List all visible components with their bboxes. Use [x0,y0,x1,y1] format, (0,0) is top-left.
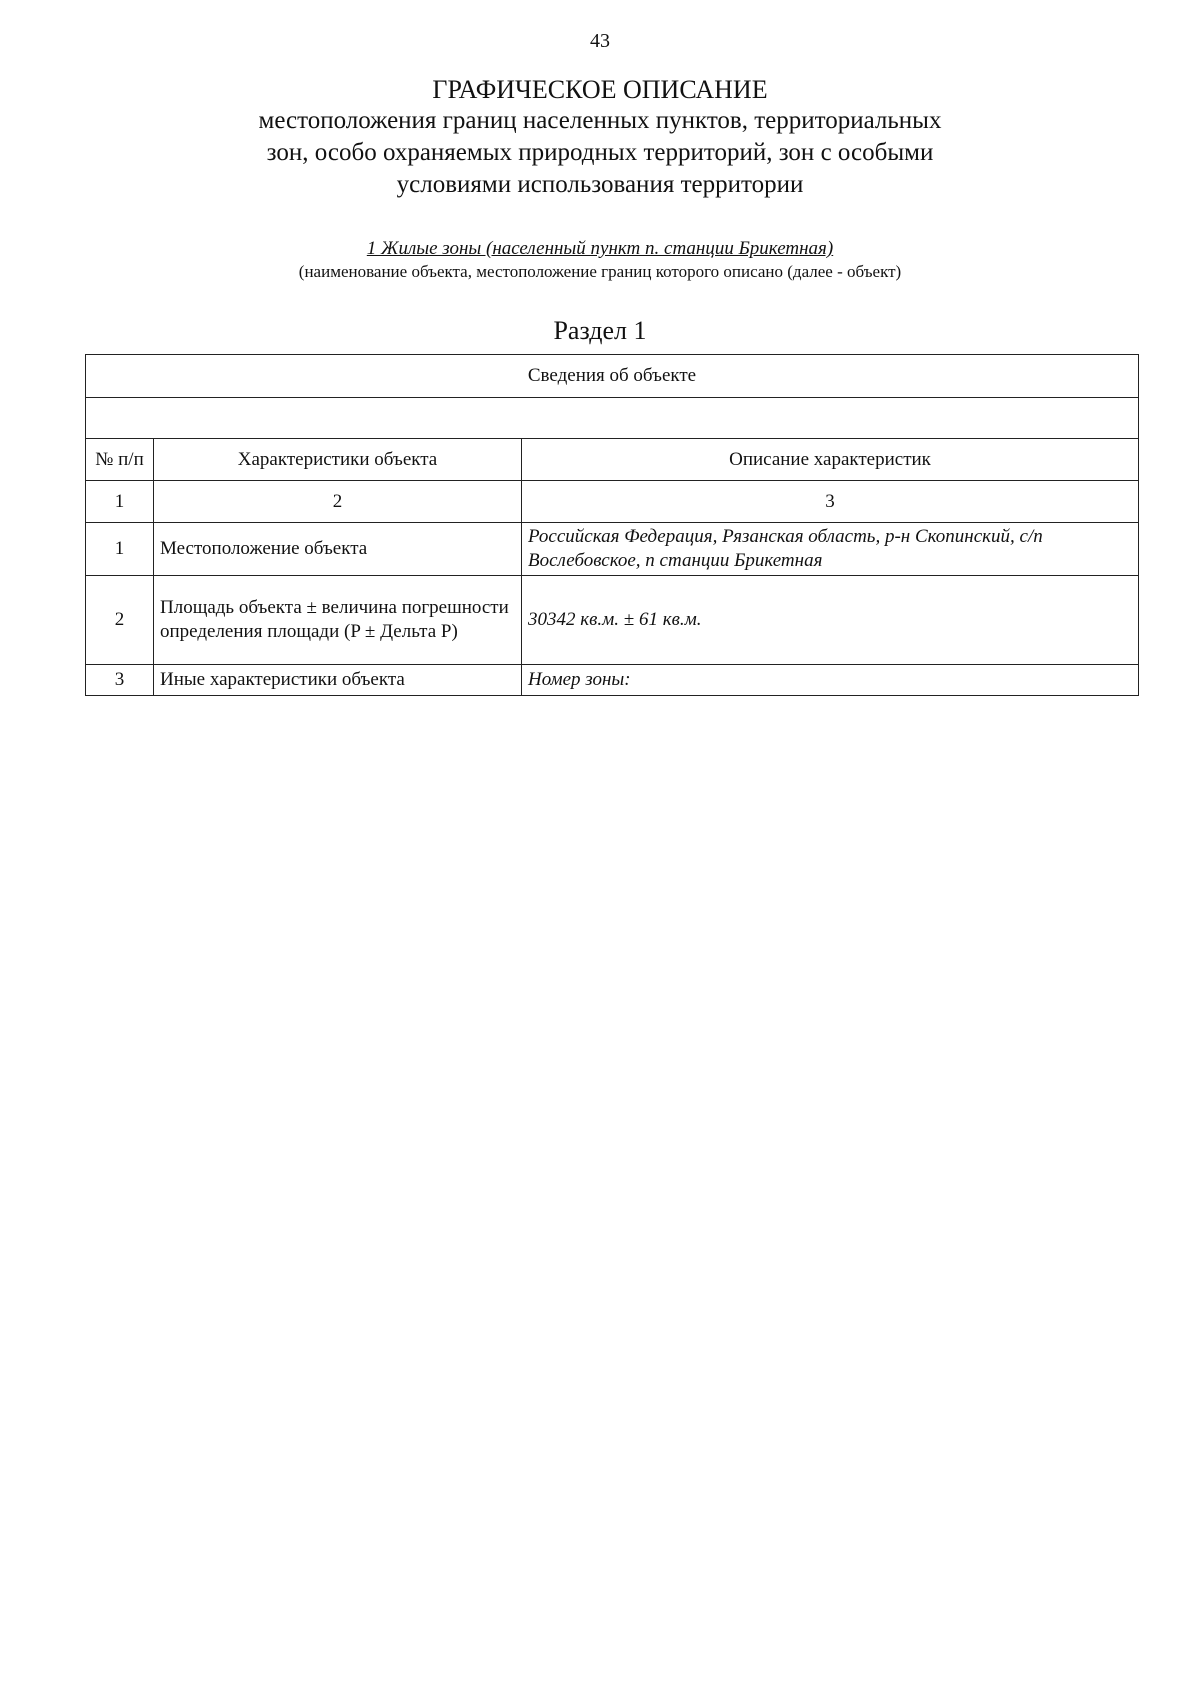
column-header-num: № п/п [86,439,154,481]
column-number-3: 3 [522,481,1139,523]
column-number-2: 2 [154,481,522,523]
object-caption: (наименование объекта, местоположение границ которого описано (далее - объект) [298,262,902,281]
table-empty-row [86,398,1139,439]
row-description: Номер зоны: [522,665,1139,696]
table-column-numbers-row [86,481,1139,523]
column-header-description: Описание характеристик [522,439,1139,481]
document-subtitle-line-3: условиями использования территории [396,171,804,198]
table-empty-cell [86,398,1139,439]
section-title: Раздел 1 [553,316,647,345]
row-num: 3 [86,665,154,696]
column-number-1: 1 [86,481,154,523]
object-name: 1 Жилые зоны (населенный пункт п. станции Брикетная) [366,238,834,259]
column-header-characteristic: Характеристики объекта [154,439,522,481]
table-row [86,523,1139,576]
table-column-headers-row [86,439,1139,481]
row-characteristic: Местоположение объекта [154,523,522,576]
page-number: 43 [590,30,610,52]
document-title: ГРАФИЧЕСКОЕ ОПИСАНИЕ [432,75,768,104]
table-header-row [86,355,1139,398]
table-header: Сведения об объекте [86,355,1139,398]
row-characteristic: Иные характеристики объекта [154,665,522,696]
row-characteristic: Площадь объекта ± величина погрешности определения площади (P ± Дельта P) [154,576,522,665]
object-info-table [85,354,1139,696]
row-description: Российская Федерация, Рязанская область, р-н Скопинский, с/п Вослебовское, п станции Брикетная [522,523,1139,576]
row-num: 2 [86,576,154,665]
document-subtitle-line-2: зон, особо охраняемых природных территорий, зон с особыми [266,139,934,166]
table-row [86,576,1139,665]
document-subtitle-line-1: местоположения границ населенных пунктов, территориальных [258,107,942,134]
row-num: 1 [86,523,154,576]
table-row [86,665,1139,696]
row-description: 30342 кв.м. ± 61 кв.м. [522,576,1139,665]
title-block [0,74,1200,201]
